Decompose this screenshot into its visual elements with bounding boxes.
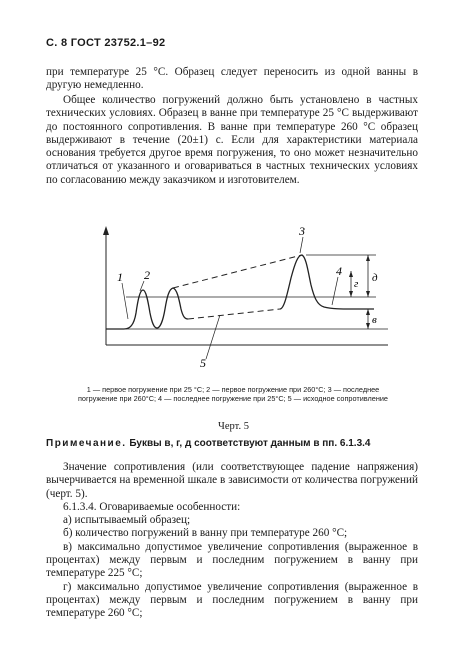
leader-5 bbox=[206, 315, 220, 359]
leader-1 bbox=[122, 283, 128, 319]
paragraph-2 bbox=[46, 94, 418, 187]
paragraph-4-text: 6.1.3.4. Оговариваемые особенности: bbox=[63, 500, 241, 513]
label-5: 5 bbox=[200, 356, 206, 370]
paragraph-1-text: при температуре 25 °С. Образец следует переносить из одной ванны в другую немедленно. bbox=[46, 66, 418, 92]
body-lower bbox=[46, 461, 418, 621]
leader-3 bbox=[300, 237, 303, 253]
paragraph-3-text: Значение сопротивления (или соответствующее падение напряжения) вычерчивается на временной шкале в зависимости от количества погружений (черт. 5). bbox=[46, 461, 418, 500]
label-3: 3 bbox=[299, 224, 305, 238]
label-v: в bbox=[372, 314, 377, 326]
label-g: г bbox=[354, 278, 359, 290]
figure-caption: 1 — первое погружение при 25 °С; 2 — первое погружение при 260°С; 3 — последнее погружение при 260°С; 4 — последнее погружение при 25°С; 5 — исходное сопротивление bbox=[77, 385, 388, 403]
label-d: д bbox=[372, 272, 378, 284]
list-item-c: в) максимально допустимое увеличение сопротивления (выраженное в процентах) между первым и последним погружением в ванну при температуре 225 °С; bbox=[46, 540, 418, 580]
figure-note bbox=[46, 438, 426, 450]
y-axis-arrow bbox=[103, 226, 109, 235]
figure-title: Черт. 5 bbox=[218, 421, 249, 432]
note-label: Примечание. bbox=[46, 438, 127, 449]
paragraph-1 bbox=[46, 66, 418, 93]
list-item-a: а) испытываемый образец; bbox=[63, 514, 191, 527]
list-item-d: г) максимально допустимое увеличение сопротивления (выраженное в процентах) между первым и последним погружением в ванну при температуре 260 °С; bbox=[46, 580, 418, 620]
dashed-top bbox=[173, 255, 302, 288]
label-2: 2 bbox=[144, 268, 150, 282]
leader-4 bbox=[332, 277, 338, 305]
dashed-bottom bbox=[188, 309, 280, 319]
paragraph-2-text: Общее количество погружений должно быть установлено в частных технических условиях. Образец в ванне при температуре 25 °С выдерживают до постоянного сопротивления. В ванне при температуре 260 °С образец выдерживают в течение (20±1) с. Если для характеристики материала основания требуется другое время погружения, то оно может незначительно отличаться от указанного и оговариваться в частных технических условиях по согласованию между заказчиком и изготовителем. bbox=[46, 94, 418, 186]
resistance-curve bbox=[106, 255, 374, 329]
page-header: С. 8 ГОСТ 23752.1–92 bbox=[46, 37, 166, 49]
list-item-b: б) количество погружений в ванну при температуре 260 °С; bbox=[63, 527, 348, 540]
label-1: 1 bbox=[117, 270, 123, 284]
label-4: 4 bbox=[336, 264, 342, 278]
figure-5-diagram bbox=[96, 221, 396, 376]
note-text: Буквы в, г, д соответствуют данным в пп. 6.1.3.4 bbox=[129, 438, 371, 449]
